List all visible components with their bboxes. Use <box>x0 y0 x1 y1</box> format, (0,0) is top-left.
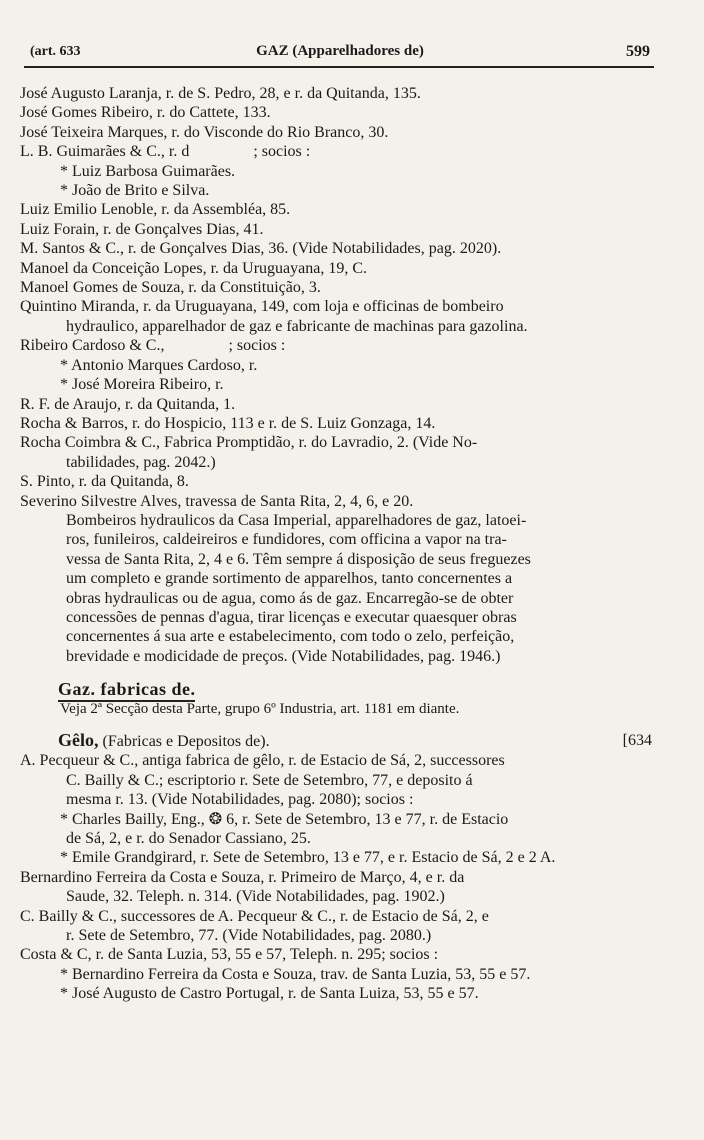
description-line: brevidade e modicidade de preços. (Vide Notabilidades, pag. 1946.) <box>66 647 501 665</box>
entry-line: Severino Silvestre Alves, travessa de Santa Rita, 2, 4, 6, e 20. <box>20 492 414 510</box>
entry-line: M. Santos & C., r. de Gonçalves Dias, 36. (Vide Notabilidades, pag. 2020). <box>20 240 502 258</box>
section-number: [634 <box>622 732 652 749</box>
entry-line: Quintino Miranda, r. da Uruguayana, 149, com loja e officinas de bombeiro <box>20 298 504 316</box>
entry-line: L. B. Guimarães & C., r. d ; socios : <box>20 143 311 161</box>
entry-continuation: de Sá, 2, e r. do Senador Cassiano, 25. <box>66 830 311 848</box>
description-line: concessões de pennas d'agua, tirar licenças e executar quaesquer obras <box>66 608 517 626</box>
description-line: vessa de Santa Rita, 2, 4 e 6. Têm sempre á disposição de seus freguezes <box>66 550 531 568</box>
partner-line: * Bernardino Ferreira da Costa e Souza, trav. de Santa Luzia, 53, 55 e 57. <box>60 965 531 983</box>
entry-continuation: mesma r. 13. (Vide Notabilidades, pag. 2080); socios : <box>66 791 414 809</box>
entry-continuation: hydraulico, apparelhador de gaz e fabricante de machinas para gazolina. <box>66 317 528 335</box>
page-body <box>20 84 656 1004</box>
entry-line: Rocha Coimbra & C., Fabrica Promptidão, r. do Lavradio, 2. (Vide No- <box>20 434 478 452</box>
entry-line: José Augusto Laranja, r. de S. Pedro, 28, e r. da Quitanda, 135. <box>20 85 421 102</box>
entry-line: S. Pinto, r. da Quitanda, 8. <box>20 473 189 491</box>
entry-line: Luiz Forain, r. de Gonçalves Dias, 41. <box>20 220 264 238</box>
header-article-ref: (art. 633 <box>30 44 81 59</box>
partner-line: * João de Brito e Silva. <box>60 182 210 200</box>
section-note-gaz: Veja 2ª Secção desta Parte, grupo 6º Industria, art. 1181 em diante. <box>60 700 460 717</box>
entry-line: Manoel Gomes de Souza, r. da Constituição, 3. <box>20 279 321 297</box>
entry-line: Bernardino Ferreira da Costa e Souza, r. Primeiro de Março, 4, e r. da <box>20 868 465 886</box>
entry-line: Manoel da Conceição Lopes, r. da Uruguayana, 19, C. <box>20 259 368 277</box>
section-heading-gelo <box>20 731 656 751</box>
partner-line: * Antonio Marques Cardoso, r. <box>60 356 258 374</box>
entry-line: José Gomes Ribeiro, r. do Cattete, 133. <box>20 104 271 122</box>
entry-line: Costa & C, r. de Santa Luzia, 53, 55 e 57, Teleph. n. 295; socios : <box>20 946 439 964</box>
entry-line: R. F. de Araujo, r. da Quitanda, 1. <box>20 395 236 413</box>
description-line: obras hydraulicas ou de agua, como ás de gaz. Encarregão-se de obter <box>66 589 514 607</box>
entry-continuation: tabilidades, pag. 2042.) <box>66 453 216 471</box>
partner-line: * Emile Grandgirard, r. Sete de Setembro, 13 e 77, e r. Estacio de Sá, 2 e 2 A. <box>60 849 556 867</box>
section-title-gelo: Gêlo, <box>58 730 99 750</box>
entry-line: Ribeiro Cardoso & C., ; socios : <box>20 337 286 355</box>
partner-line: * Luiz Barbosa Guimarães. <box>60 162 236 180</box>
header-rule <box>24 66 654 68</box>
partner-line: * José Augusto de Castro Portugal, r. de Santa Luiza, 53, 55 e 57. <box>60 985 479 1003</box>
entry-line: A. Pecqueur & C., antiga fabrica de gêlo, r. de Estacio de Sá, 2, successores <box>20 752 505 770</box>
entry-line: C. Bailly & C., successores de A. Pecqueur & C., r. de Estacio de Sá, 2, e <box>20 907 489 925</box>
entry-continuation: r. Sete de Setembro, 77. (Vide Notabilidades, pag. 2080.) <box>66 927 432 945</box>
entry-line: José Teixeira Marques, r. do Visconde do Rio Branco, 30. <box>20 123 389 141</box>
entry-line: Luiz Emilio Lenoble, r. da Assembléa, 85. <box>20 201 291 219</box>
page-header <box>22 42 658 64</box>
description-line: ros, funileiros, caldeireiros e fundidores, com officina a vapor na tra- <box>66 531 507 549</box>
description-line: um completo e grande sortimento de apparelhos, tanto concernentes a <box>66 570 513 588</box>
entry-continuation: C. Bailly & C.; escriptorio r. Sete de Setembro, 77, e deposito á <box>66 771 473 789</box>
description-line: Bombeiros hydraulicos da Casa Imperial, apparelhadores de gaz, latoei- <box>66 511 527 529</box>
description-line: concernentes á sua arte e estabelecimento, com todo o zelo, perfeição, <box>66 628 515 646</box>
header-title: GAZ (Apparelhadores de) <box>256 43 424 59</box>
partner-line: * José Moreira Ribeiro, r. <box>60 376 224 394</box>
page-number: 599 <box>626 43 650 60</box>
section-heading-gaz <box>20 680 656 699</box>
entry-line: Rocha & Barros, r. do Hospicio, 113 e r. de S. Luiz Gonzaga, 14. <box>20 414 436 432</box>
section-title-gaz: Gaz. fabricas de. <box>58 679 195 702</box>
partner-line: * Charles Bailly, Eng., ❂ 6, r. Sete de Setembro, 13 e 77, r. de Estacio <box>60 810 509 828</box>
section-subtitle-gelo: (Fabricas e Depositos de). <box>102 733 270 750</box>
entry-continuation: Saude, 32. Teleph. n. 314. (Vide Notabilidades, pag. 1902.) <box>66 888 445 906</box>
